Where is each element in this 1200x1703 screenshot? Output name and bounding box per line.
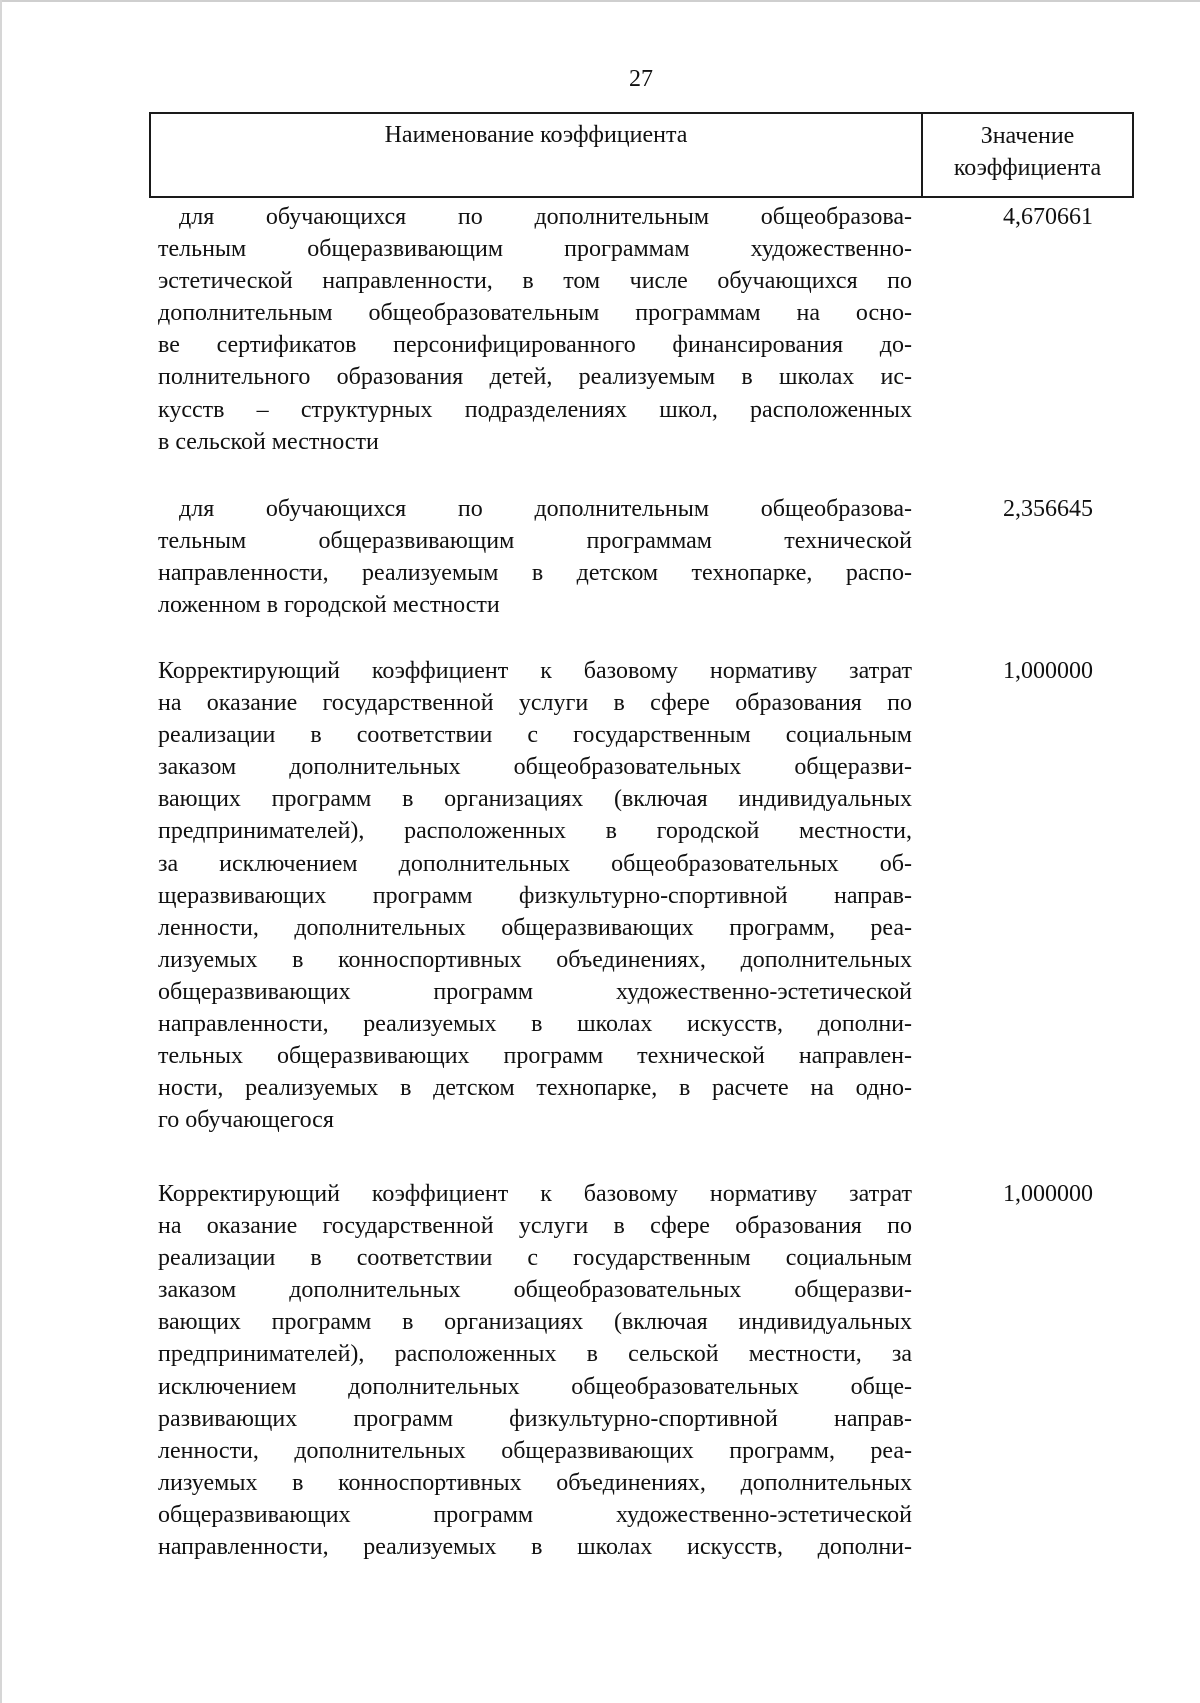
scan-edge-top [0, 0, 1200, 2]
text-line: Корректирующий коэффициент к базовому нормативу затрат [158, 658, 912, 684]
table-header [149, 112, 1134, 198]
scan-edge-left [0, 0, 2, 1703]
text-line: для обучающихся по дополнительным общеобразова- [179, 204, 912, 230]
coefficient-value: 4,670661 [1003, 204, 1093, 230]
text-line: кусств – структурных подразделениях школ, расположенных [158, 396, 912, 423]
text-line: тельных общеразвивающих программ технической направлен- [158, 1043, 912, 1070]
text-line: за исключением дополнительных общеобразовательных об- [158, 850, 912, 877]
text-line: для обучающихся по дополнительным общеобразова- [179, 496, 912, 522]
text-line: го обучающегося [158, 1107, 334, 1134]
text-line: тельным общеразвивающим программам технической [158, 528, 912, 555]
page-number: 27 [629, 66, 653, 92]
header-coefficient-value [923, 120, 1132, 184]
coefficient-name [158, 655, 912, 1136]
text-line: тельным общеразвивающим программам художественно- [158, 236, 912, 263]
text-line: на оказание государственной услуги в сфере образования по [158, 1213, 912, 1240]
header-value-line2: коэффициента [953, 155, 1102, 181]
text-line: дополнительным общеобразовательным программам на осно- [158, 300, 912, 327]
text-line: направленности, реализуемых в школах искусств, дополни- [158, 1011, 912, 1038]
text-line: в сельской местности [158, 428, 379, 455]
coefficient-value: 1,000000 [1003, 1181, 1093, 1207]
coefficient-value: 2,356645 [1003, 496, 1093, 522]
coefficient-value: 1,000000 [1003, 658, 1093, 684]
text-line: эстетической направленности, в том числе обучающихся по [158, 268, 912, 295]
text-line: общеразвивающих программ художественно-эстетической [158, 1501, 912, 1528]
text-line: щеразвивающих программ физкультурно-спортивной направ- [158, 882, 912, 909]
text-line: направленности, реализуемым в детском технопарке, распо- [158, 560, 912, 587]
text-line: заказом дополнительных общеобразовательных общеразви- [158, 1277, 912, 1304]
header-coefficient-name: Наименование коэффициента [384, 122, 688, 148]
text-line: исключением дополнительных общеобразовательных обще- [158, 1373, 912, 1400]
coefficient-name [158, 1178, 912, 1563]
text-line: лизуемых в конноспортивных объединениях, дополнительных [158, 946, 912, 973]
header-value-line1: Значение [980, 123, 1075, 149]
text-line: предпринимателей), расположенных в городской местности, [158, 818, 912, 845]
text-line: ложенном в городской местности [158, 592, 500, 619]
text-line: реализации в соответствии с государственным социальным [158, 1245, 912, 1272]
text-line: направленности, реализуемых в школах искусств, дополни- [158, 1534, 912, 1561]
text-line: Корректирующий коэффициент к базовому нормативу затрат [158, 1181, 912, 1207]
text-line: на оказание государственной услуги в сфере образования по [158, 690, 912, 717]
text-line: вающих программ в организациях (включая индивидуальных [158, 786, 912, 813]
text-line: общеразвивающих программ художественно-эстетической [158, 978, 912, 1005]
text-line: полнительного образования детей, реализуемым в школах ис- [158, 364, 912, 391]
coefficient-name [158, 493, 912, 621]
text-line: реализации в соответствии с государственным социальным [158, 722, 912, 749]
text-line: ленности, дополнительных общеразвивающих программ, реа- [158, 1437, 912, 1464]
text-line: предпринимателей), расположенных в сельской местности, за [158, 1341, 912, 1368]
text-line: ленности, дополнительных общеразвивающих программ, реа- [158, 914, 912, 941]
coefficient-name [158, 201, 912, 458]
text-line: заказом дополнительных общеобразовательных общеразви- [158, 754, 912, 781]
text-line: развивающих программ физкультурно-спортивной направ- [158, 1405, 912, 1432]
text-line: ве сертификатов персонифицированного финансирования до- [158, 332, 912, 359]
text-line: вающих программ в организациях (включая индивидуальных [158, 1309, 912, 1336]
text-line: ности, реализуемых в детском технопарке, в расчете на одно- [158, 1075, 912, 1102]
text-line: лизуемых в конноспортивных объединениях, дополнительных [158, 1469, 912, 1496]
